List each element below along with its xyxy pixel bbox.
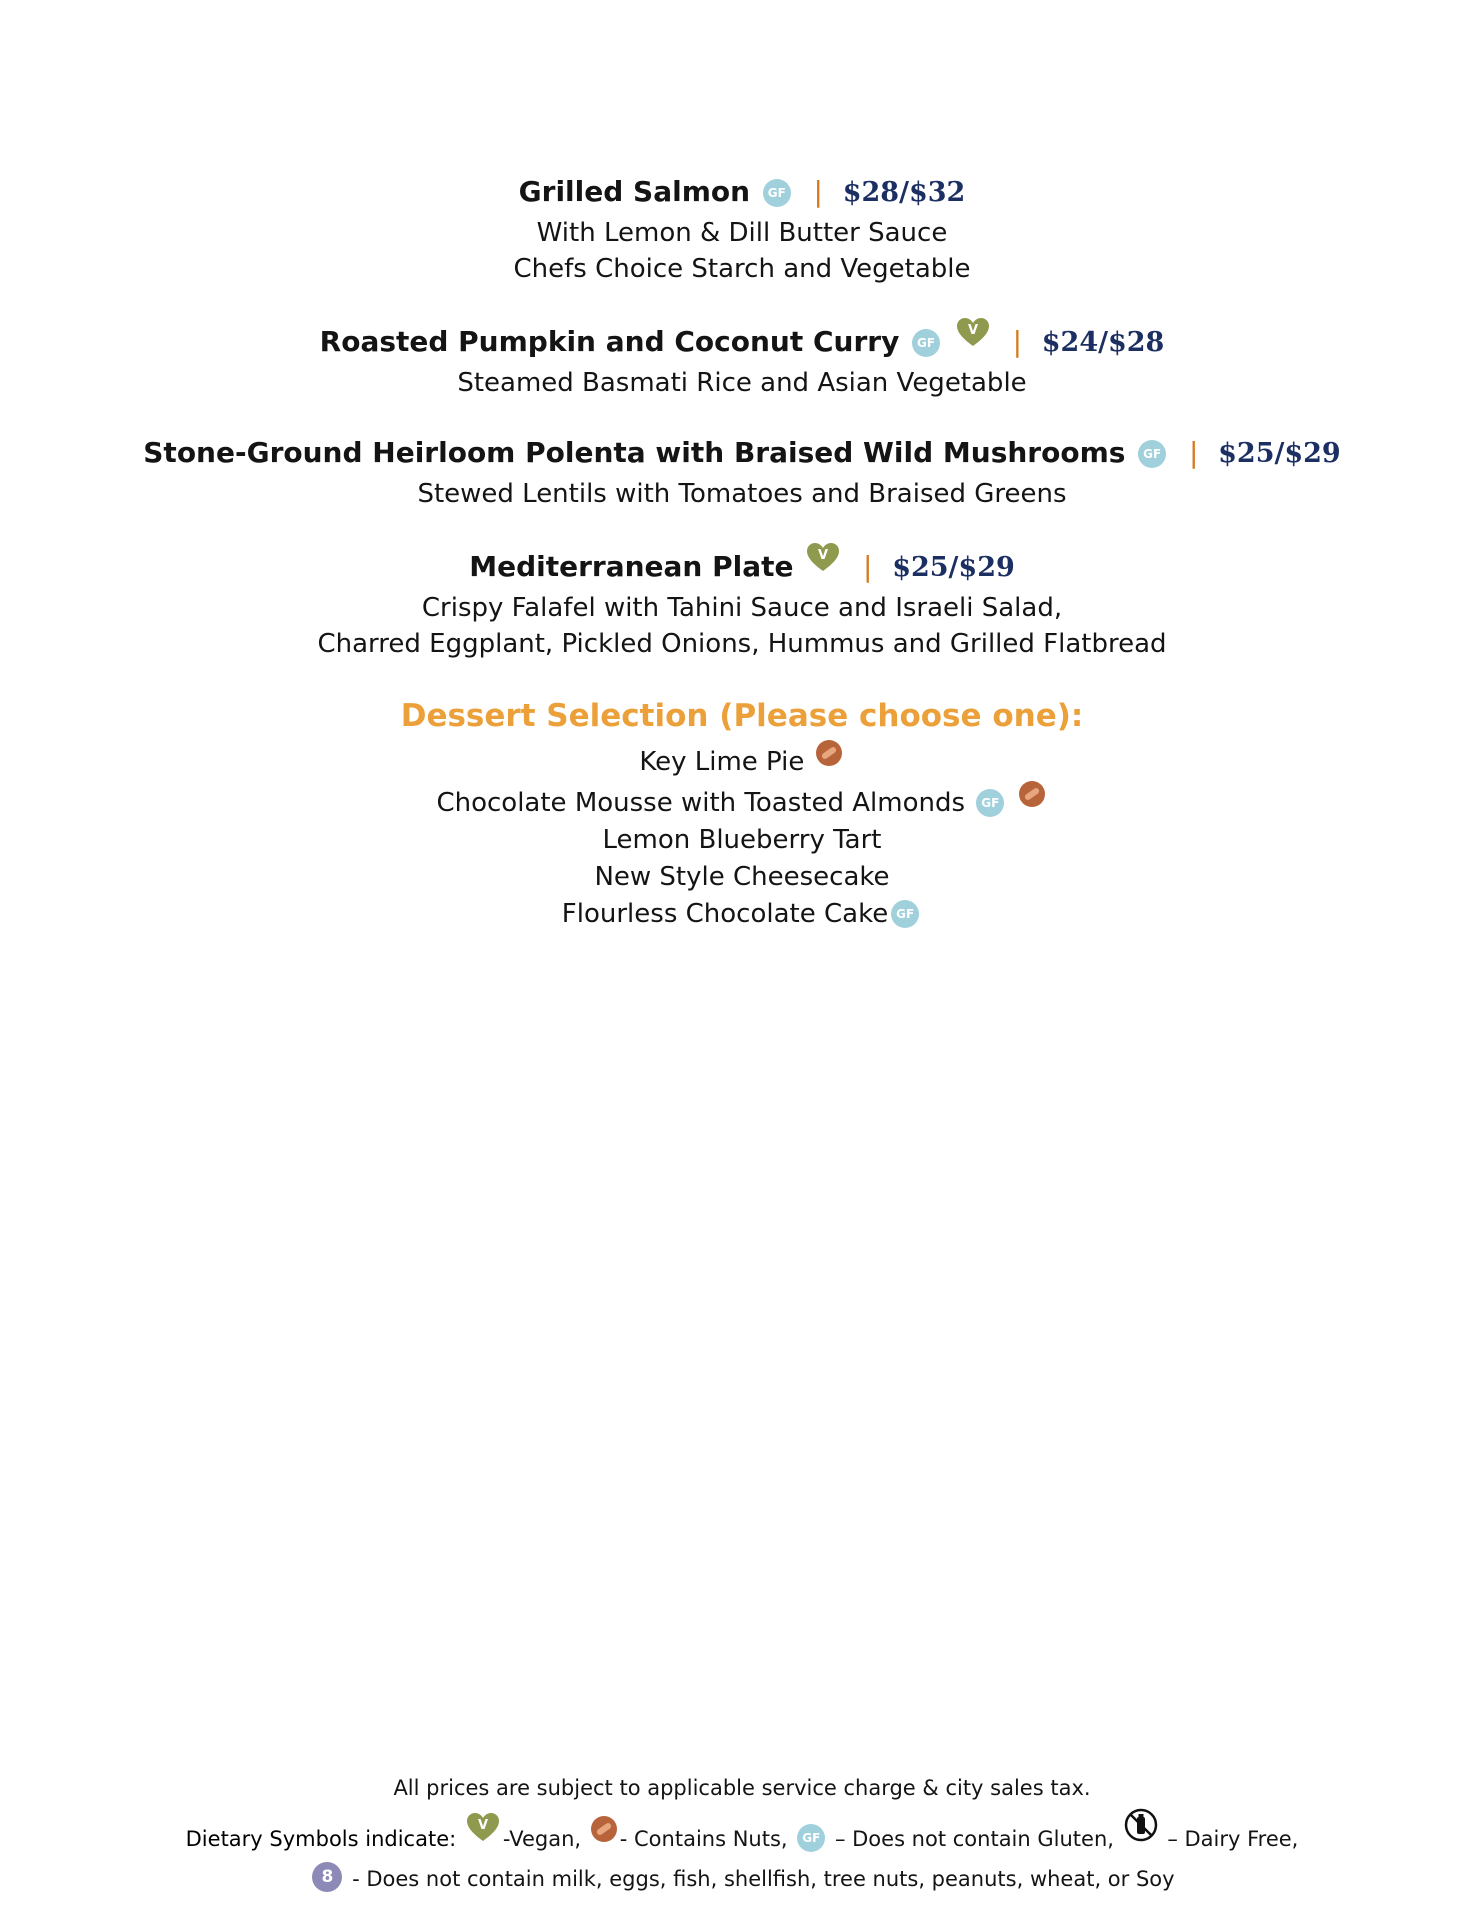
contains-nuts-icon (1019, 781, 1045, 807)
dish-description: Steamed Basmati Rice and Asian Vegetable (457, 368, 1027, 398)
dish-name: Mediterranean Plate (469, 550, 794, 583)
dairy-legend-text: – Dairy Free, (1167, 1827, 1299, 1851)
dessert-item (0, 859, 1484, 896)
free8-legend (0, 1859, 1484, 1899)
vegan-legend-text: -Vegan, (502, 1827, 582, 1851)
dessert-item (0, 740, 1484, 781)
dish-name: Stone-Ground Heirloom Polenta with Braised Wild Mushrooms (143, 436, 1126, 469)
menu-footer (0, 1768, 1484, 1899)
dairy-free-icon (1124, 1808, 1158, 1842)
dish-title-row (0, 431, 1484, 476)
gluten-free-icon: GF (763, 179, 791, 207)
tax-note: All prices are subject to applicable service charge & city sales tax. (393, 1776, 1091, 1800)
dish-description: Charred Eggplant, Pickled Onions, Hummus and Grilled Flatbread (317, 629, 1167, 659)
dish-polenta (0, 431, 1484, 512)
dessert-name: Lemon Blueberry Tart (602, 825, 882, 855)
dish-grilled-salmon (0, 170, 1484, 287)
dish-name: Roasted Pumpkin and Coconut Curry (319, 325, 900, 358)
price-separator: | (863, 550, 873, 583)
gluten-free-icon: GF (797, 1824, 825, 1852)
dish-pumpkin-curry (0, 317, 1484, 401)
vegan-badge-label: V (818, 548, 829, 563)
dish-title-row (0, 170, 1484, 215)
dessert-name: New Style Cheesecake (594, 862, 890, 892)
dessert-list (0, 740, 1484, 933)
gluten-free-icon: GF (1138, 440, 1166, 468)
gluten-free-icon: GF (976, 789, 1004, 817)
gluten-free-icon: GF (891, 900, 919, 928)
dietary-legend (0, 1808, 1484, 1859)
dish-price: $24/$28 (1041, 327, 1165, 358)
price-separator: | (1188, 436, 1199, 469)
vegan-badge-label: V (477, 1818, 488, 1833)
dish-description: Stewed Lentils with Tomatoes and Braised Greens (417, 479, 1067, 509)
dish-price: $25/$29 (892, 552, 1015, 583)
dessert-heading: Dessert Selection (Please choose one): (400, 698, 1084, 734)
vegan-heart-icon (466, 1812, 500, 1842)
allergen-free-8-icon: 8 (312, 1862, 342, 1892)
dish-price: $25/$29 (1218, 438, 1341, 469)
price-separator: | (813, 175, 823, 208)
gf-legend-text: – Does not contain Gluten, (834, 1827, 1114, 1851)
dish-price: $28/$32 (842, 177, 966, 208)
dish-description: Crispy Falafel with Tahini Sauce and Israeli Salad, (421, 593, 1063, 623)
dessert-item (0, 822, 1484, 859)
dessert-name: Chocolate Mousse with Toasted Almonds (436, 788, 965, 818)
free8-legend-text: - Does not contain milk, eggs, fish, shellfish, tree nuts, peanuts, wheat, or Soy (352, 1867, 1175, 1891)
dessert-item (0, 896, 1484, 933)
vegan-badge-label: V (967, 323, 978, 338)
dish-description: With Lemon & Dill Butter Sauce (536, 218, 948, 248)
contains-nuts-icon (816, 740, 842, 766)
dish-name: Grilled Salmon (518, 175, 751, 208)
dessert-item (0, 781, 1484, 822)
legend-label: Dietary Symbols indicate: (185, 1827, 457, 1851)
dish-description: Chefs Choice Starch and Vegetable (513, 254, 971, 284)
gluten-free-icon: GF (912, 329, 940, 357)
menu-page (0, 170, 1484, 933)
price-separator: | (1012, 325, 1023, 358)
dish-mediterranean-plate (0, 542, 1484, 662)
nuts-legend-text: - Contains Nuts, (619, 1827, 788, 1851)
dish-title-row (0, 317, 1484, 365)
vegan-heart-icon (806, 542, 840, 572)
contains-nuts-icon (591, 1816, 617, 1842)
dessert-name: Flourless Chocolate Cake (561, 899, 889, 929)
dessert-name: Key Lime Pie (639, 747, 805, 777)
dish-title-row (0, 542, 1484, 590)
vegan-heart-icon (956, 317, 990, 347)
